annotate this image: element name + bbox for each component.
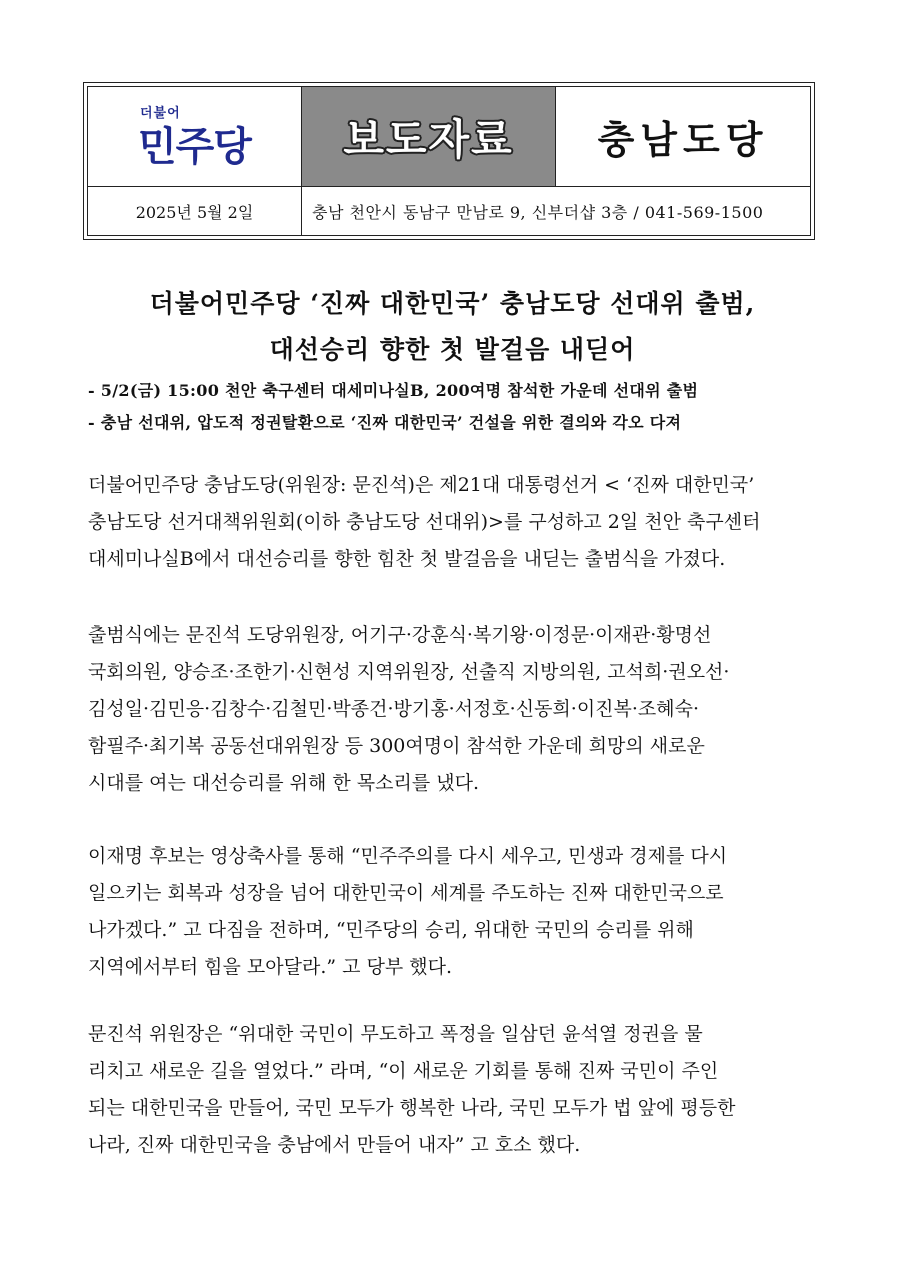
paragraph-1 xyxy=(88,467,818,578)
headline-line-1: 더불어민주당 ‘진짜 대한민국’ 충남도당 선대위 출범, xyxy=(149,289,756,318)
paragraph-line: 이재명 후보는 영상축사를 통해 “민주주의를 다시 세우고, 민생과 경제를 다시 xyxy=(88,845,728,867)
press-release-label-cell xyxy=(302,87,556,187)
paragraph-line: 함필주·최기복 공동선대위원장 등 300여명이 참석한 가운데 희망의 새로운 xyxy=(88,735,705,757)
headline-line-2: 대선승리 향한 첫 발걸음 내딛어 xyxy=(269,335,636,364)
subhead-2: - 충남 선대위, 압도적 정권탈환으로 ‘진짜 대한민국’ 건설을 위한 결의와 각오 다져 xyxy=(88,413,682,432)
subhead-1: - 5/2(금) 15:00 천안 축구센터 대세미나실B, 200여명 참석한 가운데 선대위 출범 xyxy=(88,381,699,400)
paragraph-line: 지역에서부터 힘을 모아달라.” 고 당부 했다. xyxy=(88,956,453,978)
paragraph-line: 나가겠다.” 고 다짐을 전하며, “민주당의 승리, 위대한 국민의 승리를 위해 xyxy=(88,919,694,941)
paragraph-line: 충남도당 선거대책위원회(이하 충남도당 선대위)>를 구성하고 2일 천안 축구센터 xyxy=(88,511,761,533)
press-release-label: 보도자료 xyxy=(343,114,514,164)
party-branch-name: 충남도당 xyxy=(597,118,769,162)
paragraph-4 xyxy=(88,1016,818,1164)
paragraph-line: 문진석 위원장은 “위대한 국민이 무도하고 폭정을 일삼던 윤석열 정권을 물 xyxy=(88,1023,703,1045)
paragraph-line: 나라, 진짜 대한민국을 충남에서 만들어 내자” 고 호소 했다. xyxy=(88,1134,581,1156)
logo-small-text: 더불어 xyxy=(140,105,181,121)
logo-main-text: 민주당 xyxy=(138,123,251,170)
paragraph-line: 출범식에는 문진석 도당위원장, 어기구·강훈식·복기왕·이정문·이재관·황명선 xyxy=(88,624,712,646)
paragraph-line: 국회의원, 양승조·조한기·신현성 지역위원장, 선출직 지방의원, 고석희·권오선· xyxy=(88,661,730,683)
party-logo xyxy=(88,87,302,187)
paragraph-2 xyxy=(88,617,818,802)
header-table xyxy=(87,86,811,236)
press-release-header xyxy=(83,82,815,240)
paragraph-line: 김성일·김민응·김창수·김철민·박종건·방기홍·서정호·신동희·이진복·조혜숙· xyxy=(88,698,700,720)
paragraph-line: 리치고 새로운 길을 열었다.” 라며, “이 새로운 기회를 통해 진짜 국민이 주인 xyxy=(88,1060,719,1082)
contact-address: 충남 천안시 동남구 만남로 9, 신부더샵 3층 / 041-569-1500 xyxy=(312,202,764,222)
party-branch-cell xyxy=(556,87,810,187)
release-date: 2025년 5월 2일 xyxy=(88,187,302,235)
paragraph-line: 되는 대한민국을 만들어, 국민 모두가 행복한 나라, 국민 모두가 법 앞에 평등한 xyxy=(88,1097,736,1119)
paragraph-line: 시대를 여는 대선승리를 위해 한 목소리를 냈다. xyxy=(88,772,480,794)
paragraph-3 xyxy=(88,838,818,986)
paragraph-line: 더불어민주당 충남도당(위원장: 문진석)은 제21대 대통령선거 < ‘진짜 대한민국’ xyxy=(88,474,755,496)
paragraph-line: 대세미나실B에서 대선승리를 향한 힘찬 첫 발걸음을 내딛는 출범식을 가졌다. xyxy=(88,548,726,570)
paragraph-line: 일으키는 회복과 성장을 넘어 대한민국이 세계를 주도하는 진짜 대한민국으로 xyxy=(88,882,724,904)
